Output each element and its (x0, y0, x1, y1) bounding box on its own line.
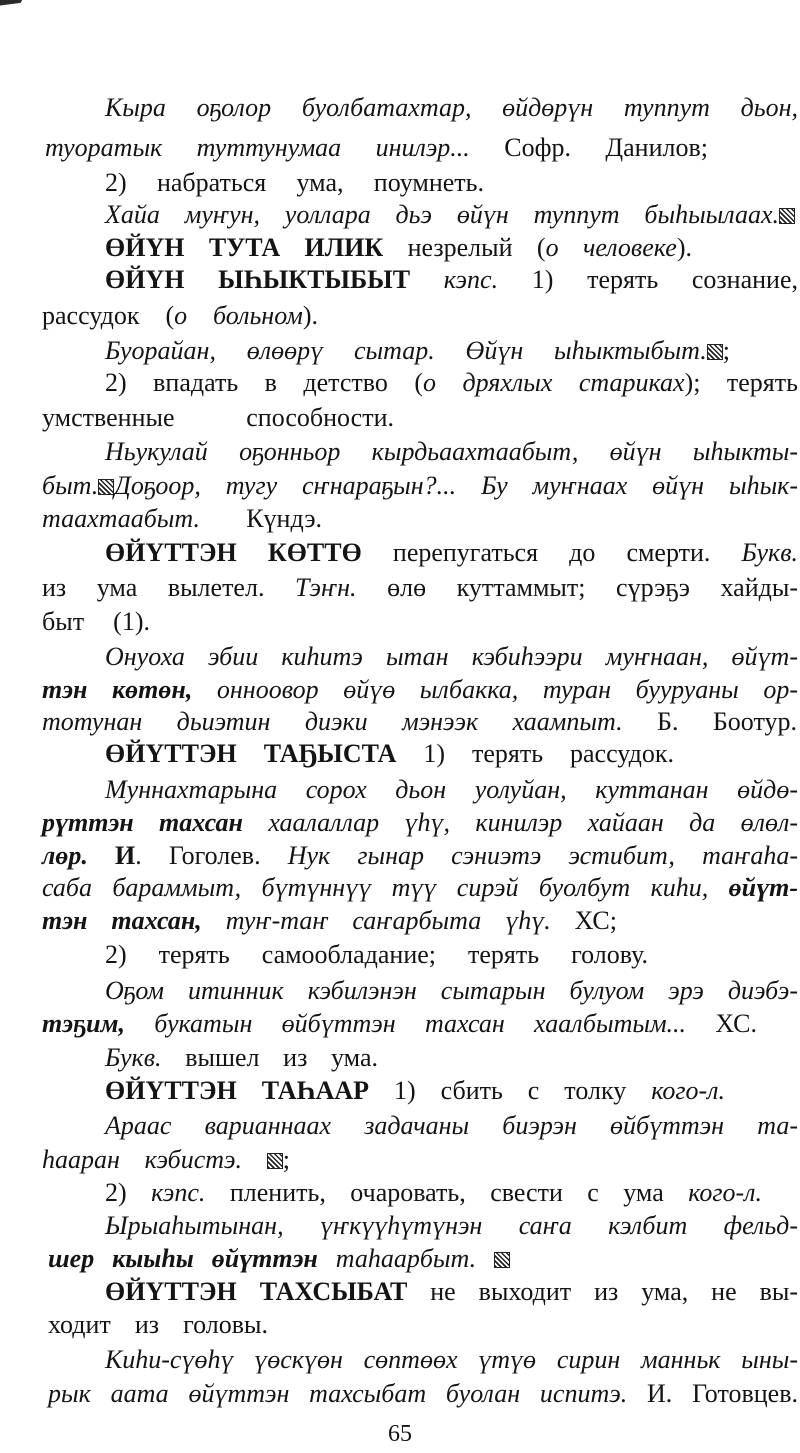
italic-run: Ньукулай оҕонньор кырдьаахтаабыт, өйүн ыһыкты- (105, 437, 798, 466)
text-line (42, 300, 318, 332)
example-marker-icon (98, 479, 114, 495)
bold-italic-run: тэн көтөн, (42, 675, 193, 704)
italic-run: туҥ-таҥ саҥарбыта үһү. (201, 906, 551, 935)
text-line (42, 503, 322, 535)
headword: ӨЙҮТТЭН ТАҺААР (105, 1076, 370, 1105)
italic-run: тотунан дьиэтин диэки мэнээк хаампыт. (42, 707, 623, 736)
italic-run: Хайа муҥун, уоллара дьэ өйүн туппут быһыылаах. (105, 200, 779, 229)
text-line (105, 1276, 798, 1308)
text-line (105, 232, 692, 264)
text-line (105, 264, 798, 296)
italic-run: Муннахтарына сорох дьон уолуйан, куттанан өйдө- (105, 775, 798, 804)
text-run: 2) (105, 1178, 152, 1207)
page-number: 65 (388, 1421, 412, 1447)
text-run: 1) сбить с толку (369, 1076, 652, 1105)
italic-run: Оҕом итинник кэбилэнэн сытарын булуом эрэ диэбэ- (105, 976, 798, 1005)
text-run: Күндэ. (200, 504, 322, 533)
bold-italic-run: рүттэн тахсан (42, 808, 243, 837)
text-run: Б. Боотур. (622, 707, 797, 736)
headword: ӨЙҮТТЭН КӨТТӨ (105, 538, 362, 567)
text-run: И. Готовцев. (627, 1379, 798, 1408)
example-marker-icon (779, 208, 795, 224)
text-line (105, 975, 798, 1007)
headword: ӨЙҮТТЭН ТАҔЫСТА (105, 739, 397, 768)
text-line (48, 1243, 510, 1275)
text-line (42, 872, 798, 904)
italic-run: кэпс. (151, 1178, 206, 1207)
bold-italic-run: тэн тахсан, (42, 906, 202, 935)
text-run: ; (722, 336, 730, 365)
italic-run: таахтаабыт. (42, 504, 201, 533)
text-line (105, 1210, 798, 1242)
text-line (105, 1344, 798, 1376)
text-run (410, 265, 444, 294)
text-line (105, 199, 795, 231)
italic-run: рык аата өйүттэн тахсыбат буолан испитэ. (48, 1379, 628, 1408)
headword: ӨЙҮТТЭН ТАХСЫБАТ (105, 1277, 408, 1306)
italic-run: о дряхлых стариках (422, 368, 685, 397)
italic-run: Букв. (741, 538, 798, 567)
example-marker-icon (494, 1252, 510, 1268)
text-run: перепугаться до смерти. (361, 538, 742, 567)
text-run: ХС; (550, 906, 617, 935)
text-line (105, 1042, 378, 1074)
text-run: вышел из ума. (161, 1043, 378, 1072)
text-run: незрелый ( (383, 233, 546, 262)
text-run: 2) терять самообладание; терять голову. (105, 940, 648, 969)
text-line (42, 402, 394, 434)
italic-run: о человеке (545, 233, 677, 262)
headword: ӨЙҮН ТУТА ИЛИК (105, 233, 384, 262)
italic-run: Онуоха эбии киһитэ ытан кэбиһээри муҥнаан, өйүт- (105, 642, 798, 671)
text-line (42, 706, 797, 738)
text-run: ). (676, 233, 692, 262)
italic-run: туоратык туттунумаа инилэр... (45, 133, 470, 162)
text-line (105, 335, 730, 367)
italic-run: кого-л. (688, 1178, 762, 1207)
italic-run: онноовор өйүө ылбакка, туран бууруаны ор- (192, 675, 798, 704)
text-line (42, 807, 798, 839)
text-line (48, 1309, 268, 1341)
text-line (105, 1177, 762, 1209)
italic-run: кого-л. (651, 1076, 725, 1105)
headword: И (114, 841, 136, 870)
text-line (105, 436, 798, 468)
example-marker-icon (267, 1153, 283, 1169)
text-run: не выходит из ума, не вы- (407, 1277, 798, 1306)
text-line (105, 939, 648, 971)
text-line (42, 674, 798, 706)
italic-run: кэпс. (443, 265, 499, 294)
italic-run: Тэҥн. (295, 573, 357, 602)
text-run: . Гоголев. (135, 841, 288, 870)
text-run: 2) набраться ума, поумнеть. (105, 168, 484, 197)
text-run: 1) терять сознание, (498, 265, 798, 294)
text-run: ХС. (686, 1009, 757, 1038)
text-run: пленить, очаровать, свести с ума (205, 1178, 689, 1207)
text-run: ; (282, 1145, 290, 1174)
text-line (105, 1110, 798, 1142)
text-line (105, 738, 674, 770)
italic-run: Нук гынар сэниэтэ эстибит, таҥаһа- (287, 841, 798, 870)
text-run: 1) терять рассудок. (396, 739, 674, 768)
text-line (42, 606, 150, 638)
text-run: ). (302, 301, 318, 330)
italic-run: быт. (42, 471, 99, 500)
italic-run: Ырыаһытынан, үҥкүүһүтүнэн саҥа кэлбит фельд- (105, 1211, 798, 1240)
text-line (42, 1008, 757, 1040)
text-run: өлө куттаммыт; сүрэҕэ хайды- (356, 573, 798, 602)
italic-run: Киһи-сүөһү үөскүөн сөптөөх үтүө сирин манньк ыны- (105, 1345, 798, 1374)
text-line (42, 840, 798, 872)
italic-run: букатын өйбүттэн тахсан хаалбытым... (124, 1009, 687, 1038)
text-line (105, 92, 798, 124)
italic-run: Араас варианнаах задачаны биэрэн өйбүттэн та- (105, 1111, 798, 1140)
text-run: ); терять (684, 368, 798, 397)
text-line (105, 167, 484, 199)
italic-run: хаалаллар үһү, кинилэр хайаан да өлөл- (242, 808, 798, 837)
scan-corner-mark (0, 0, 24, 6)
text-run: Софр. Данилов; (469, 133, 708, 162)
text-run: из ума вылетел. (42, 573, 296, 602)
example-marker-icon (707, 344, 723, 360)
italic-run: о больном (174, 301, 303, 330)
text-line (42, 572, 798, 604)
text-run: 2) впадать в детство ( (105, 368, 423, 397)
italic-run: Букв. (105, 1043, 162, 1072)
text-run: рассудок ( (42, 301, 175, 330)
italic-run: саба бараммыт, бүтүннүү түү сирэй буолбут киһи, (42, 873, 729, 902)
text-run (88, 841, 115, 870)
text-line (105, 774, 798, 806)
text-run: ходит из головы. (48, 1310, 268, 1339)
italic-run: Буорайан, өлөөрү сытар. Өйүн ыһыктыбыт. (105, 336, 707, 365)
italic-run: Кыра оҕолор буолбатахтар, өйдөрүн туппут дьон, (105, 93, 798, 122)
bold-italic-run: шер кыыһы өйүттэн (48, 1244, 318, 1273)
italic-run: һааран кэбистэ. (42, 1145, 267, 1174)
bold-italic-run: өйүт- (728, 873, 798, 902)
text-run: умственные способности. (42, 403, 394, 432)
text-line (42, 1144, 290, 1176)
text-line (105, 537, 798, 569)
bold-italic-run: тэҕим, (42, 1009, 125, 1038)
text-line (42, 470, 798, 502)
text-line (105, 1075, 725, 1107)
text-line (48, 1378, 798, 1410)
text-run: быт (1). (42, 607, 150, 636)
bold-italic-run: лөр. (42, 841, 88, 870)
text-line (105, 641, 798, 673)
italic-run: Доҕоор, тугу сҥнараҕын?... Бу муҥнаах өйүн ыһык- (114, 471, 798, 500)
text-line (105, 367, 798, 399)
text-line (42, 905, 617, 937)
text-line (45, 132, 708, 164)
italic-run: таһаарбыт. (317, 1244, 494, 1273)
headword: ӨЙҮН ЫҺЫКТЫБЫТ (105, 265, 411, 294)
